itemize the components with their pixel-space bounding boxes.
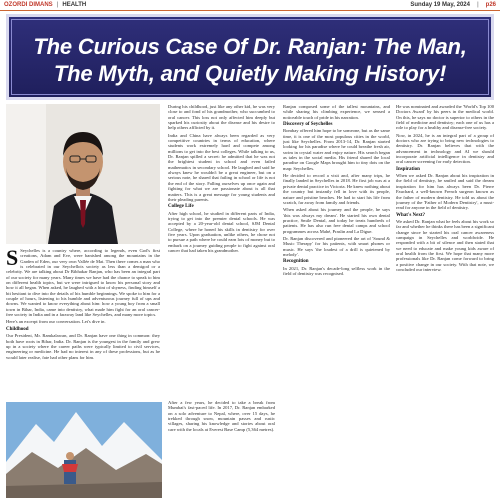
- section-heading-recognition: Recognition: [283, 259, 309, 265]
- drop-cap: S: [6, 248, 19, 270]
- portrait-photo: [6, 104, 160, 244]
- paragraph: Dr. Ranjan discovered and pioneered the art of 'Sound & Music Therapy' for his patients, with smart phones or music. He says 'the loudest of a drill is quietened by melody'.: [283, 235, 390, 257]
- intro-paragraph: [6, 248, 160, 317]
- paragraph: When we asked Dr. Ranjan about his inspiration in the field of dentistry, he smiled and said the dream inspiration for him has always been Dr. Pierre Fauchard, a well-known French surgeon known as the father of modern dentistry. He told us about the journey of the 'Father of Modern Dentistry', a must-read for anyone in the field of dentistry.: [396, 173, 494, 211]
- headline-line-1: The Curious Case Of Dr. Ranjan: The Man,: [33, 34, 467, 59]
- article-column-2-continued: [168, 400, 275, 498]
- paragraph: India and China have always been regarded as very competitive countries in terms of education, where students work extremely hard and compete among millions to get into the best colleges. While talking to us, Dr. Ranjan spilled a secret: he admitted that he was not the brightest student in school and even failed mathematics in secondary school. He laughed and said he always knew he wouldn't be a great engineer, but on a serious note, he shared that failing in school or life is not the end of the story. Falling ourselves up once again and fighting for what we are passionate about is all that matters. This is a great message for young students and their pleading parents.: [168, 132, 275, 202]
- section-heading-discovery: Discovery of Seychelles: [283, 122, 333, 128]
- publication-name: OZORDI DIMANS: [4, 2, 53, 8]
- mountain-photo: [6, 402, 162, 498]
- intro-text: Seychelles is a country where, according to legends, even God's first creations, Adam and Eve, were banished among the mountains in the Garden of Eden, our very own Vallée de Mai. Then there comes a man who is celebrated in our Seychellois society as less than a demigod or a celebrity. We are talking about Dr Bibhakar Ranjan, who has been an integral part of our society for many years. Many times we have had the chance to speak to him on different health topics, but we were intrigued to know his personal story and how it all began. When asked, he laughed with a hint of shyness, finding himself a bit hesitant to dive into the details of his humble beginnings. We spoke to him for a couple of hours, listening to his humble and adventurous journey full of ups and downs. We wanted to know everything about him: how a young boy from a small town in Bihar, India, came into dentistry, what made him fight for an oral cancer-free society in India and in a faraway land like Seychelles, and many more topics.: [6, 248, 160, 318]
- paragraph: After a few years, he decided to take a break from Mumbai's fast-paced life. In 2017, Dr. Ranjan embarked on a solo adventure to Nepal, where, over 15 days, he trekked through snow, mountain passes and rustic villages, sharing his knowledge and stories about oral care with the locals at Everest Base Camp (5,364 metres).: [168, 400, 275, 432]
- section-name: HEALTH: [62, 2, 87, 8]
- section-heading-childhood: Childhood: [6, 326, 29, 332]
- paragraph: He decided to record a visit and, after many trips, he finally landed in Seychelles in 2018. He first job was at a private dental practice in Victoria. He knew nothing about the country but instantly fell in love with its people, nature and pristine beaches. He had to start his life from scratch, far away from family and friends.: [283, 173, 390, 205]
- paragraph: After high school, he studied in different parts of India, trying to get into the premier dental schools. He was accepted by a 20-year-old dental school, SJM Dental College, where he honed his skills in dentistry for over five years. Upon graduation, unlike others, he chose not to pursue a path where he could earn lots of money but to embark on a journey guiding people to fight against oral cancer that had taken his grandmother.: [168, 210, 275, 253]
- article-column-1: [6, 248, 160, 398]
- page-number: p26: [485, 2, 496, 8]
- header-separator: |: [56, 2, 59, 8]
- article-column-3: [283, 104, 390, 498]
- issue-date: Sunday 19 May, 2024: [410, 2, 470, 8]
- section-heading-college-life: College Life: [168, 204, 194, 210]
- section-heading-whats-next: What's Next?: [396, 212, 426, 218]
- paragraph: When asked about his journey and the people, he says 'this was always my dream'. He started his own dental practice, Smile Dental, and today he treats hundreds of patients. He has also run free dental camps and school programmes across Mahé, Praslin and La Digue.: [283, 207, 390, 234]
- paragraph: In 2021, Dr. Ranjan's decade-long selfless work in the field of dentistry was recognised.: [283, 265, 390, 276]
- paragraph: During his childhood, just like any other kid, he was very close to and fond of his grandmother, who succumbed to oral cancer. This loss not only affected him deeply but sparked his curiosity about the disease and his desire to help others afflicted by it.: [168, 104, 275, 131]
- section-heading-inspiration: Inspiration: [396, 166, 420, 172]
- headline-line-2: The Myth, and Quietly Making History!: [53, 61, 447, 86]
- paragraph: Our President, Mr. Ramkalawan, and Dr. Ranjan have one thing in common: they both have roots in Bihar, India. Dr. Ranjan is the youngest in the family and grew up in a society where the career paths were typically limited to civil services, engineering or medicine. He had no interest in any of these professions, but as he would later realise, fate had other plans for him.: [6, 333, 160, 360]
- headline: [19, 33, 481, 87]
- paragraph: Here's an excerpt from our conversation. Let's dive in.: [6, 319, 106, 325]
- header-right: [410, 2, 496, 8]
- paragraph: He was nominated and awarded the 'World's Top 100 Doctors Award' by his peers in the medical world. On this, he says no doctor is superior to others in the field of medicine and dentistry; each one of us has a role to play for a healthy and disease-free society.: [396, 104, 494, 131]
- paragraph: We asked Dr. Ranjan what he feels about his work so far and whether he thinks there has been a significant change since he started his oral cancer awareness campaign in Seychelles and worldwide. He responded with a bit of silence and then stated that we need to educate and make young kids aware of oral health from the first. We hope that many more professionals like Dr. Ranjan come forward to bring a positive change in our society. With that note, we concluded our interview.: [396, 218, 494, 272]
- paragraph: Bombay offered him hope to be someone, but as the same time, it is one of the most populous cities in the world, just like Seychelles. From 2013-14, Dr. Ranjan started looking for his paradise where he could breathe fresh air, swim in crystal water and enjoy nature. His search began as tales in the social media. His friend shared the local paradise on Google Maps brought him to tiny dots on the map: Seychelles.: [283, 128, 390, 171]
- page-header: [0, 0, 500, 11]
- header-separator-2: |: [476, 2, 479, 8]
- article-column-2: [168, 104, 275, 398]
- headline-banner: [6, 14, 494, 100]
- paragraph: Now, in 2024, he is an integral part of a group of doctors who are trying to bring new technologies to dentistry. Dr. Ranjan believes that with the advancement in technology and AI we should incorporate artificial intelligence in dentistry and oral cancer screening for early detection.: [396, 132, 494, 165]
- paragraph: Ranjan composed some of the tallest mountains, and while sharing his climbing experience, we sensed a noticeable touch of pride in his narration.: [283, 104, 390, 120]
- article-column-4: [396, 104, 494, 498]
